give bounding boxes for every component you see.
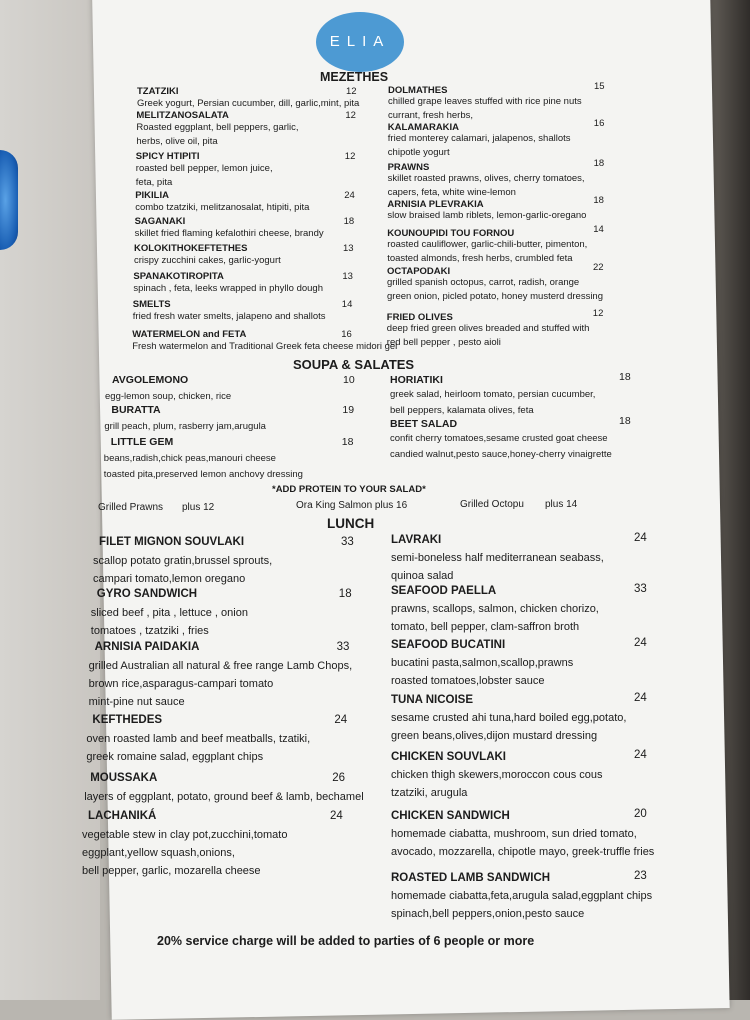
mezethes-left-item-price: 12: [345, 110, 356, 121]
lunch-right-item-desc: semi-boneless half mediterranean seabass,: [391, 552, 604, 564]
mezethes-right-item-name: ARNISIA PLEVRAKIA: [387, 199, 484, 210]
soupa-right-item-desc: greek salad, heirloom tomato, persian cucumber,: [390, 389, 596, 400]
lunch-right-item-name: LAVRAKI: [391, 534, 442, 546]
mezethes-left-item-price: 16: [341, 329, 352, 340]
mezethes-right-item-name: KOUNOUPIDI TOU FORNOU: [387, 228, 515, 239]
lunch-right-item-desc: quinoa salad: [391, 570, 454, 582]
mezethes-right-item-name: FRIED OLIVES: [386, 312, 453, 323]
soupa-right-item-price: 18: [619, 371, 631, 383]
lunch-left-item-desc: campari tomato,lemon oregano: [93, 573, 246, 585]
protein-octopus: Grilled Octopu: [460, 499, 524, 510]
lunch-right-item-price: 23: [634, 870, 647, 882]
lunch-left-item-name: MOUSSAKA: [90, 772, 158, 784]
soupa-left-item-desc: grill peach, plum, rasberry jam,arugula: [104, 421, 266, 432]
soupa-right-item-name: BEET SALAD: [390, 418, 458, 430]
section-title-soupa: SOUPA & SALATES: [293, 357, 415, 372]
lunch-left-item-price: 24: [330, 810, 343, 822]
mezethes-right-item-desc: slow braised lamb riblets, lemon-garlic-oregano: [387, 210, 587, 221]
lunch-left-item-price: 18: [338, 588, 352, 600]
mezethes-right-item-desc: chipotle yogurt: [387, 147, 450, 158]
mezethes-right-item-desc: skillet roasted prawns, olives, cherry tomatoes,: [387, 173, 585, 184]
mezethes-right-item-name: KALAMARAKIA: [387, 122, 460, 133]
mezethes-left-item-desc: Greek yogurt, Persian cucumber, dill, garlic,mint, pita: [137, 98, 360, 109]
mezethes-left-item-name: SPANAKOTIROPITA: [133, 271, 224, 282]
lunch-right-item-name: SEAFOOD PAELLA: [391, 585, 497, 597]
mezethes-left-item-desc: Roasted eggplant, bell peppers, garlic,: [136, 122, 299, 133]
mezethes-left-item-name: SPICY HTIPITI: [135, 151, 200, 162]
lunch-left-item-name: FILET MIGNON SOUVLAKI: [99, 536, 245, 548]
lunch-left-item-desc: brown rice,asparagus-campari tomato: [88, 678, 274, 690]
mezethes-right-item-price: 14: [593, 224, 604, 235]
lunch-left-item-name: KEFTHEDES: [92, 714, 163, 726]
soupa-left-item-name: BURATTA: [111, 404, 161, 416]
mezethes-left-item-price: 14: [341, 299, 353, 310]
protein-octopus-price: plus 14: [545, 499, 578, 510]
mezethes-right-item-desc: green onion, picled potato, honey musterd dressing: [387, 291, 603, 302]
lunch-left-item-price: 33: [336, 641, 350, 653]
lunch-left-item-name: LACHANIKÁ: [88, 810, 157, 822]
mezethes-left-item-name: WATERMELON and FETA: [132, 329, 247, 340]
lunch-right-item-desc: chicken thigh skewers,moroccon cous cous: [391, 769, 603, 781]
lunch-right-item-desc: homemade ciabatta,feta,arugula salad,eggplant chips: [391, 890, 653, 902]
mezethes-right-item-desc: red bell pepper , pesto aioli: [386, 337, 501, 348]
lunch-right-item-price: 24: [634, 692, 647, 704]
soupa-right-item-desc: confit cherry tomatoes,sesame crusted goat cheese: [390, 433, 608, 444]
mezethes-left-item-desc: combo tzatziki, melitzanosalat, htipiti, pita: [135, 202, 310, 213]
lunch-left-item-desc: layers of eggplant, potato, ground beef & lamb, bechamel: [84, 791, 364, 803]
soupa-right-item-name: HORIATIKI: [390, 374, 443, 386]
protein-prawns-price: plus 12: [182, 502, 215, 513]
section-title-mezethes: MEZETHES: [320, 70, 389, 84]
mezethes-left-item-name: SMELTS: [132, 299, 171, 310]
lunch-left-item-price: 24: [334, 714, 348, 726]
mezethes-right-item-desc: grilled spanish octopus, carrot, radish, orange: [387, 277, 580, 288]
soupa-left-item-desc: egg-lemon soup, chicken, rice: [105, 391, 232, 402]
lunch-right-item-desc: green beans,olives,dijon mustard dressing: [391, 730, 598, 742]
mezethes-left-item-price: 12: [344, 151, 356, 162]
soupa-left-item-price: 10: [343, 374, 355, 386]
mezethes-left-item-desc: skillet fried flaming kefalothiri cheese, brandy: [134, 228, 324, 239]
mezethes-left-item-desc: roasted bell pepper, lemon juice,: [135, 163, 273, 174]
mezethes-left-item-price: 18: [343, 216, 355, 227]
lunch-right-item-desc: tzatziki, arugula: [391, 787, 468, 799]
mezethes-right-item-price: 18: [593, 158, 605, 169]
mezethes-left-item-name: SAGANAKI: [134, 216, 186, 227]
section-title-lunch: LUNCH: [327, 516, 375, 531]
mezethes-left-item-desc: fried fresh water smelts, jalapeno and shallots: [132, 311, 326, 322]
mezethes-right-item-desc: chilled grape leaves stuffed with rice pine nuts: [388, 96, 582, 107]
lunch-left-item-desc: scallop potato gratin,brussel sprouts,: [93, 555, 273, 567]
logo-text: ELIA: [329, 33, 391, 50]
mezethes-left-item-desc: Fresh watermelon and Traditional Greek feta cheese midori gel: [132, 341, 398, 352]
soupa-right-item-price: 18: [619, 415, 631, 427]
lunch-left-item-desc: grilled Australian all natural & free range Lamb Chops,: [88, 660, 353, 672]
mezethes-left-item-desc: herbs, olive oil, pita: [136, 136, 218, 147]
lunch-right-item-price: 20: [634, 808, 647, 820]
mezethes-left-item-desc: feta, pita: [135, 177, 173, 188]
lunch-right-item-price: 24: [634, 532, 647, 544]
lunch-left-item-desc: vegetable stew in clay pot,zucchini,tomato: [82, 829, 288, 841]
mezethes-left-item-price: 13: [343, 243, 354, 254]
soupa-left-item-desc: beans,radish,chick peas,manouri cheese: [103, 453, 276, 464]
lunch-left-item-desc: bell pepper, garlic, mozarella cheese: [82, 865, 261, 877]
mezethes-right-item-desc: fried monterey calamari, jalapenos, shallots: [387, 133, 571, 144]
mezethes-left-item-desc: crispy zucchini cakes, garlic-yogurt: [134, 255, 281, 266]
lunch-right-item-desc: homemade ciabatta, mushroom, sun dried tomato,: [391, 828, 637, 840]
mezethes-left-item-name: KOLOKITHOKEFTETHES: [134, 243, 248, 254]
mezethes-right-item-price: 15: [594, 81, 605, 92]
lunch-right-item-name: SEAFOOD BUCATINI: [391, 639, 506, 651]
mezethes-right-item-desc: roasted cauliflower, garlic-chili-butter, pimenton,: [387, 239, 588, 250]
mezethes-left-item-price: 13: [342, 271, 353, 282]
lunch-right-item-desc: bucatini pasta,salmon,scallop,prawns: [391, 657, 574, 669]
lunch-right-item-name: ROASTED LAMB SANDWICH: [391, 872, 551, 884]
lunch-left-item-desc: greek romaine salad, eggplant chips: [86, 751, 264, 763]
soupa-left-item-name: LITTLE GEM: [110, 436, 174, 448]
mezethes-right-item-name: PRAWNS: [387, 162, 430, 173]
lunch-right-item-price: 24: [634, 637, 647, 649]
lunch-left-item-name: GYRO SANDWICH: [96, 588, 198, 600]
soupa-right-item-desc: bell peppers, kalamata olives, feta: [390, 405, 534, 416]
mezethes-right-item-name: DOLMATHES: [388, 85, 448, 96]
soupa-left-item-name: AVGOLEMONO: [112, 374, 189, 386]
mezethes-right-item-desc: toasted almonds, fresh herbs, crumbled feta: [387, 253, 573, 264]
mezethes-left-item-price: 12: [346, 86, 357, 97]
lunch-left-item-desc: eggplant,yellow squash,onions,: [82, 847, 235, 859]
lunch-left-item-name: ARNISIA PAIDAKIA: [94, 641, 200, 653]
lunch-right-item-price: 24: [634, 749, 647, 761]
lunch-left-item-price: 33: [341, 536, 354, 548]
lunch-right-item-desc: sesame crusted ahi tuna,hard boiled egg,potato,: [391, 712, 627, 724]
soupa-right-item-desc: candied walnut,pesto sauce,honey-cherry vinaigrette: [390, 449, 612, 460]
lunch-right-item-desc: roasted tomatoes,lobster sauce: [391, 675, 545, 687]
lunch-right-item-name: TUNA NICOISE: [391, 694, 473, 706]
mezethes-right-item-price: 12: [592, 308, 604, 319]
protein-salmon: Ora King Salmon plus 16: [296, 500, 408, 511]
lunch-right-item-price: 33: [634, 583, 647, 595]
lunch-left-item-desc: mint-pine nut sauce: [88, 696, 185, 708]
protein-prawns: Grilled Prawns: [98, 502, 164, 513]
soupa-left-item-price: 18: [341, 436, 354, 448]
lunch-right-item-name: CHICKEN SANDWICH: [391, 810, 510, 822]
lunch-right-item-desc: avocado, mozzarella, chipotle mayo, greek-truffle fries: [391, 846, 655, 858]
mezethes-right-item-desc: deep fried green olives breaded and stuffed with: [386, 323, 590, 334]
lunch-right-item-name: CHICKEN SOUVLAKI: [391, 751, 507, 763]
soupa-left-item-price: 19: [342, 404, 355, 416]
lunch-left-item-desc: tomatoes , tzatziki , fries: [90, 625, 209, 637]
lunch-left-item-desc: oven roasted lamb and beef meatballs, tzatiki,: [86, 733, 311, 745]
lunch-right-item-desc: tomato, bell pepper, clam-saffron broth: [391, 621, 580, 633]
mezethes-left-item-name: MELITZANOSALATA: [136, 110, 229, 121]
mezethes-right-item-price: 18: [593, 195, 604, 206]
lunch-left-item-price: 26: [332, 772, 345, 784]
blue-glass: [0, 150, 18, 250]
mezethes-left-item-price: 24: [344, 190, 355, 201]
service-charge-note: 20% service charge will be added to parties of 6 people or more: [157, 934, 535, 948]
mezethes-right-item-desc: currant, fresh herbs,: [388, 110, 474, 121]
lunch-right-item-desc: prawns, scallops, salmon, chicken chorizo,: [391, 603, 599, 615]
mezethes-right-item-price: 22: [593, 262, 604, 273]
mezethes-left-item-name: TZATZIKI: [137, 86, 179, 97]
lunch-right-item-desc: spinach,bell peppers,onion,pesto sauce: [391, 908, 585, 920]
soupa-left-item-desc: toasted pita,preserved lemon anchovy dressing: [103, 469, 303, 480]
mezethes-left-item-desc: spinach , feta, leeks wrapped in phyllo dough: [133, 283, 323, 294]
protein-title: *ADD PROTEIN TO YOUR SALAD*: [272, 484, 426, 495]
mezethes-right-item-name: OCTAPODAKI: [387, 266, 451, 277]
mezethes-right-item-desc: capers, feta, white wine-lemon: [387, 187, 516, 198]
mezethes-left-item-name: PIKILIA: [135, 190, 169, 201]
lunch-left-item-desc: sliced beef , pita , lettuce , onion: [90, 607, 248, 619]
mezethes-right-item-price: 16: [593, 118, 605, 129]
